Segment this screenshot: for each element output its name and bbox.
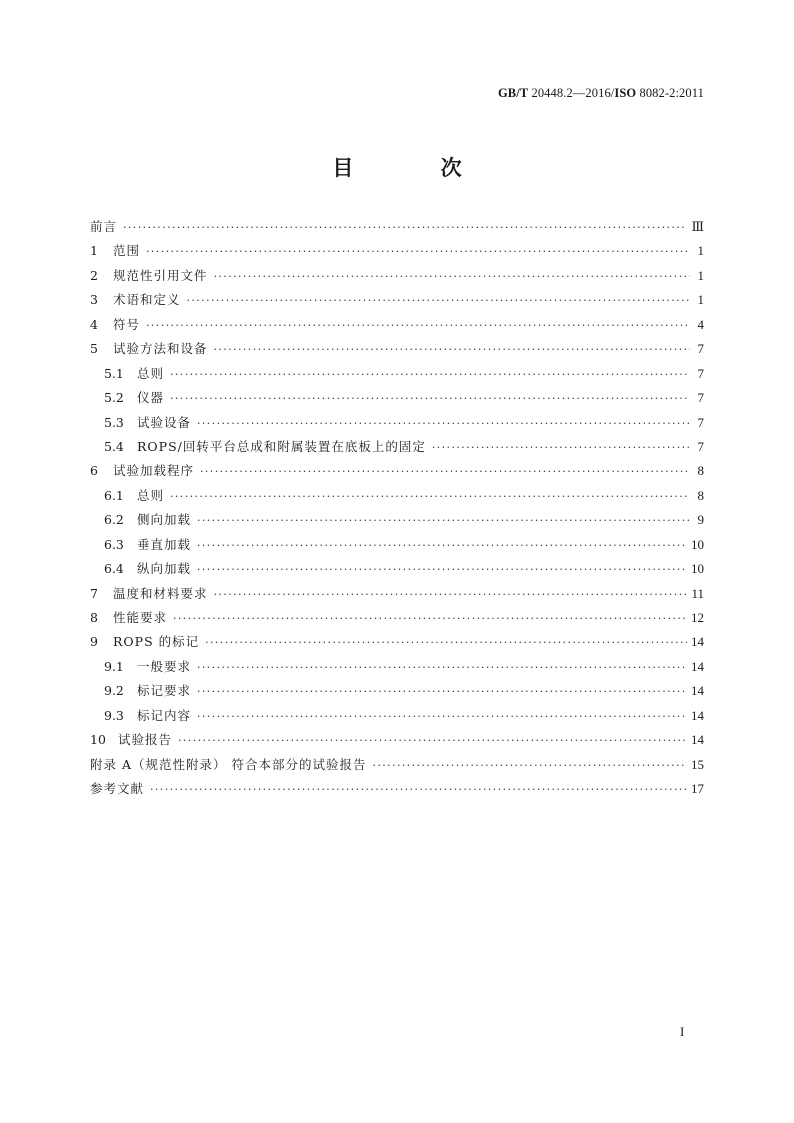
toc-entry-number: 6.4 <box>104 561 124 577</box>
toc-entry-title: 前言 <box>90 219 118 234</box>
toc-entry-number: 6 <box>90 463 98 479</box>
toc-leader-dots <box>197 563 687 576</box>
standard-number-gbt: 20448.2—2016/ <box>531 86 615 100</box>
toc-entry-page: 14 <box>691 634 704 650</box>
toc-entry-number: 9.1 <box>104 658 124 674</box>
toc-entry[interactable] <box>90 681 704 705</box>
toc-entry[interactable] <box>90 388 704 412</box>
toc-entry-number: 5 <box>90 341 98 357</box>
toc-entry-page: 7 <box>697 414 704 430</box>
toc-entry-title: 试验加载程序 <box>113 463 195 479</box>
toc-entry[interactable] <box>90 486 704 510</box>
toc-entry-number: 4 <box>90 316 98 332</box>
toc-entry[interactable] <box>90 779 704 803</box>
toc-entry-number: 5.3 <box>104 414 124 430</box>
toc-entry-page: 10 <box>691 561 704 577</box>
toc-entry-title: 仪器 <box>137 390 165 406</box>
toc-entry-title: 规范性引用文件 <box>113 267 208 283</box>
toc-entry-page: Ⅲ <box>691 219 704 234</box>
toc-entry-title: 试验设备 <box>137 414 192 430</box>
toc-leader-dots <box>200 465 690 478</box>
page-title: 目 次 <box>332 156 502 180</box>
toc-entry-number: 3 <box>90 292 98 308</box>
standard-prefix-gbt: GB/T <box>497 86 529 100</box>
toc-entry-number: 1 <box>90 243 98 259</box>
standard-prefix-iso: ISO <box>614 86 637 100</box>
toc-entry-page: 15 <box>691 756 704 772</box>
toc-entry-number: 9 <box>90 634 98 650</box>
toc-entry[interactable] <box>90 608 704 632</box>
toc-entry[interactable] <box>90 510 704 534</box>
toc-leader-dots <box>173 612 687 625</box>
toc-entry-page: 7 <box>697 390 704 406</box>
toc-entry-page: 1 <box>697 267 704 283</box>
toc-entry-number: 5.2 <box>104 390 124 406</box>
toc-entry-title: 温度和材料要求 <box>113 585 208 601</box>
toc-entry-title: 纵向加载 <box>137 561 192 577</box>
toc-entry-title: 试验报告 <box>118 732 173 748</box>
toc-entry-number: 2 <box>90 267 98 283</box>
toc-entry-title: 一般要求 <box>137 658 192 674</box>
toc-entry-page: 1 <box>697 243 704 259</box>
toc-entry-title: 总则 <box>137 487 165 503</box>
toc-entry[interactable] <box>90 437 704 461</box>
toc-entry[interactable] <box>90 755 704 779</box>
toc-entry-title: 附录 A（规范性附录） 符合本部分的试验报告 <box>90 756 367 772</box>
toc-entry[interactable] <box>90 559 704 583</box>
toc-entry-number: 10 <box>90 732 106 748</box>
toc-entry[interactable] <box>90 632 704 656</box>
toc-entry[interactable] <box>90 584 704 608</box>
toc-entry-title: 总则 <box>137 365 165 381</box>
toc-leader-dots <box>146 319 690 332</box>
toc-entry-number: 6.2 <box>104 512 124 528</box>
toc-entry-title: 标记要求 <box>137 683 192 699</box>
toc-entry-number: 6.1 <box>104 487 124 503</box>
toc-entry-page: 14 <box>691 732 704 748</box>
toc-entry[interactable] <box>90 706 704 730</box>
toc-leader-dots <box>197 417 690 430</box>
toc-leader-dots <box>150 783 687 796</box>
toc-leader-dots <box>187 294 690 307</box>
toc-entry[interactable] <box>90 657 704 681</box>
toc-entry-number: 6.3 <box>104 536 124 552</box>
toc-entry-page: 12 <box>691 610 704 625</box>
toc-entry-page: 10 <box>691 536 704 552</box>
toc-leader-dots <box>432 441 690 454</box>
toc-entry-number: 9.2 <box>104 683 124 699</box>
toc-leader-dots <box>170 392 690 405</box>
toc-leader-dots <box>214 270 690 283</box>
toc-leader-dots <box>146 245 690 258</box>
toc-entry-number: 5.4 <box>104 438 124 454</box>
toc-leader-dots <box>214 588 688 601</box>
toc-entry-title: 参考文献 <box>90 781 145 797</box>
toc-entry-page: 4 <box>697 316 704 332</box>
toc-leader-dots <box>197 539 687 552</box>
toc-entry-title: 垂直加载 <box>137 536 192 552</box>
toc-entry[interactable] <box>90 535 704 559</box>
toc-entry-title: 范围 <box>113 243 141 259</box>
toc-entry-title: ROPS/回转平台总成和附属装置在底板上的固定 <box>137 438 426 454</box>
toc-entry-title: 符号 <box>113 316 141 332</box>
toc-entry-number: 5.1 <box>104 365 124 381</box>
toc-entry-page: 17 <box>691 781 704 797</box>
toc-entry-page: 8 <box>697 463 704 479</box>
toc-entry-page: 1 <box>697 292 704 308</box>
toc-entry-number: 9.3 <box>104 707 124 723</box>
toc-leader-dots <box>170 368 690 381</box>
toc-leader-dots <box>178 734 687 747</box>
toc-entry[interactable] <box>90 461 704 485</box>
toc-entry-page: 14 <box>691 658 704 674</box>
toc-leader-dots <box>170 490 690 503</box>
toc-entry-page: 9 <box>697 512 704 528</box>
toc-entry-page: 7 <box>697 438 704 454</box>
toc-entry-page: 14 <box>691 707 704 723</box>
toc-entry-title: 术语和定义 <box>113 292 181 308</box>
toc-leader-dots <box>197 685 687 698</box>
toc-leader-dots <box>205 636 687 649</box>
toc-entry[interactable] <box>90 413 704 437</box>
toc-entry-page: 8 <box>697 487 704 503</box>
toc-entry[interactable] <box>90 241 704 265</box>
toc-leader-dots <box>197 710 687 723</box>
toc-leader-dots <box>197 514 690 527</box>
toc-entry[interactable] <box>90 290 704 314</box>
toc-leader-dots <box>197 661 687 674</box>
table-of-contents <box>90 217 704 804</box>
toc-entry[interactable] <box>90 266 704 290</box>
toc-entry-page: 14 <box>691 683 704 699</box>
standard-number-iso: 8082-2:2011 <box>639 86 704 100</box>
toc-entry-number: 7 <box>90 585 98 601</box>
toc-entry-page: 7 <box>697 341 704 357</box>
toc-entry[interactable] <box>90 315 704 339</box>
toc-leader-dots <box>372 759 687 772</box>
toc-entry[interactable] <box>90 339 704 363</box>
toc-entry-page: 11 <box>691 585 704 601</box>
toc-entry-title: 试验方法和设备 <box>113 341 208 357</box>
document-code <box>498 86 704 101</box>
toc-leader-dots <box>123 221 687 234</box>
toc-entry-title: 标记内容 <box>137 707 192 723</box>
toc-entry[interactable] <box>90 364 704 388</box>
toc-entry-title: 性能要求 <box>113 610 168 625</box>
toc-entry[interactable] <box>90 730 704 754</box>
toc-entry[interactable] <box>90 217 704 241</box>
toc-entry-title: 侧向加载 <box>137 512 192 528</box>
page-number: I <box>680 1024 685 1039</box>
toc-entry-number: 8 <box>90 610 98 625</box>
toc-entry-page: 7 <box>697 365 704 381</box>
toc-entry-title: ROPS 的标记 <box>113 634 200 650</box>
toc-leader-dots <box>214 343 690 356</box>
